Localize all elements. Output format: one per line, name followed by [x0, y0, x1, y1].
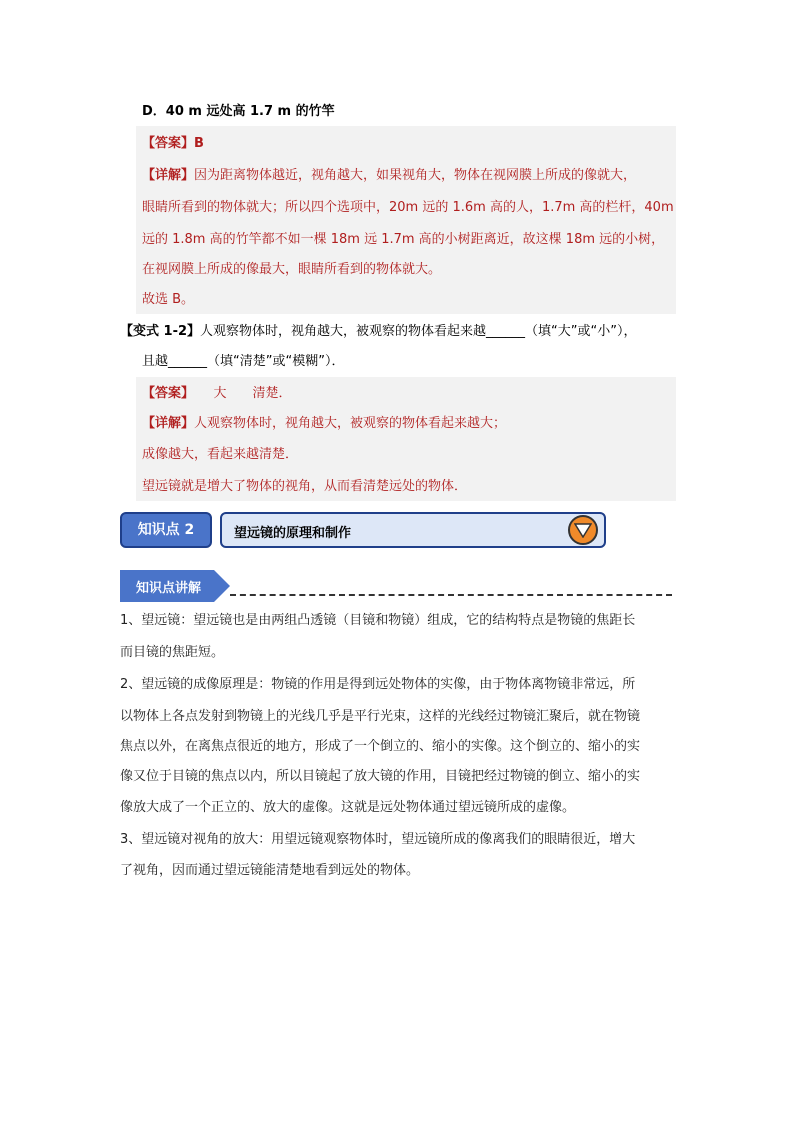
detail-line-4: 在视网膜上所成的像最大，眼睛所看到的物体就大。: [142, 262, 442, 277]
detail-line-1: [142, 166, 636, 186]
knowledge-point-bar[interactable]: [220, 512, 606, 548]
detail2-tag: 【详解】: [142, 416, 195, 431]
answer-value: B: [194, 136, 204, 151]
para-1-line-1: 1、望远镜：望远镜也是由两组凸透镜（目镜和物镜）组成，它的结构特点是物镜的焦距长: [120, 613, 636, 628]
detail-line-3: 远的 1.8m 高的竹竿都不如一棵 18m 远 1.7m 高的小树距离近，故这棵 18m 远的小树，: [142, 232, 665, 247]
section-divider: [230, 594, 672, 596]
answer2-line: [142, 384, 292, 404]
detail-text: 因为距离物体越近，视角越大，如果视角大，物体在视网膜上所成的像就大，: [194, 168, 637, 183]
answer-tag: 【答案】: [142, 136, 195, 151]
para-2-line-3: 焦点以外，在离焦点很近的地方，形成了一个倒立的、缩小的实像。这个倒立的、缩小的实: [120, 739, 641, 754]
variant-text-1: 人观察物体时，视角越大，被观察的物体看起来越______（填“大”或“小”），: [200, 324, 637, 339]
answer-block-1: [136, 126, 676, 314]
detail2-line-1: [142, 414, 506, 434]
detail-line-2: 眼睛所看到的物体就大；所以四个选项中，20m 远的 1.6m 高的人，1.7m 高的栏杆，40m: [142, 200, 674, 215]
para-3-line-2: 了视角，因而通过望远镜能清楚地看到远处的物体。: [120, 863, 420, 878]
variant-tag: 【变式 1-2】: [120, 324, 201, 339]
conclusion: 故选 B。: [142, 292, 195, 307]
answer-line-1: [142, 134, 204, 154]
para-2-line-1: 2、望远镜的成像原理是：物镜的作用是得到远处物体的实像，由于物体离物镜非常远，所: [120, 677, 636, 692]
variant-line-1: [120, 322, 636, 342]
answer2-values: 大 清楚．: [187, 386, 292, 401]
para-2-line-2: 以物体上各点发射到物镜上的光线几乎是平行光束，这样的光线经过物镜汇聚后，就在物镜: [120, 709, 641, 724]
detail2-line-3: 望远镜就是增大了物体的视角，从而看清楚远处的物体．: [142, 479, 468, 494]
option-d: D．40 m 远处高 1.7 m 的竹竿: [142, 104, 335, 119]
para-2-line-4: 像又位于目镜的焦点以内，所以目镜起了放大镜的作用，目镜把经过物镜的倒立、缩小的实: [120, 769, 641, 784]
para-3-line-1: 3、望远镜对视角的放大：用望远镜观察物体时，望远镜所成的像离我们的眼睛很近，增大: [120, 832, 636, 847]
para-2-line-5: 像放大成了一个正立的、放大的虚像。这就是远处物体通过望远镜所成的虚像。: [120, 800, 576, 815]
detail-tag: 【详解】: [142, 168, 195, 183]
variant-line-2: 且越______（填“清楚”或“模糊”）．: [142, 354, 345, 369]
knowledge-point-title: 望远镜的原理和制作: [234, 526, 352, 541]
answer2-tag: 【答案】: [142, 386, 188, 401]
knowledge-point-badge: 知识点 2: [120, 512, 212, 548]
section-tag: [120, 570, 230, 602]
section-tag-label: 知识点讲解: [136, 581, 202, 596]
detail2-line-2: 成像越大，看起来越清楚．: [142, 447, 299, 462]
detail2-text: 人观察物体时，视角越大，被观察的物体看起来越大；: [194, 416, 507, 431]
triangle-down-icon[interactable]: [568, 515, 598, 545]
para-1-line-2: 而目镜的焦距短。: [120, 645, 225, 660]
